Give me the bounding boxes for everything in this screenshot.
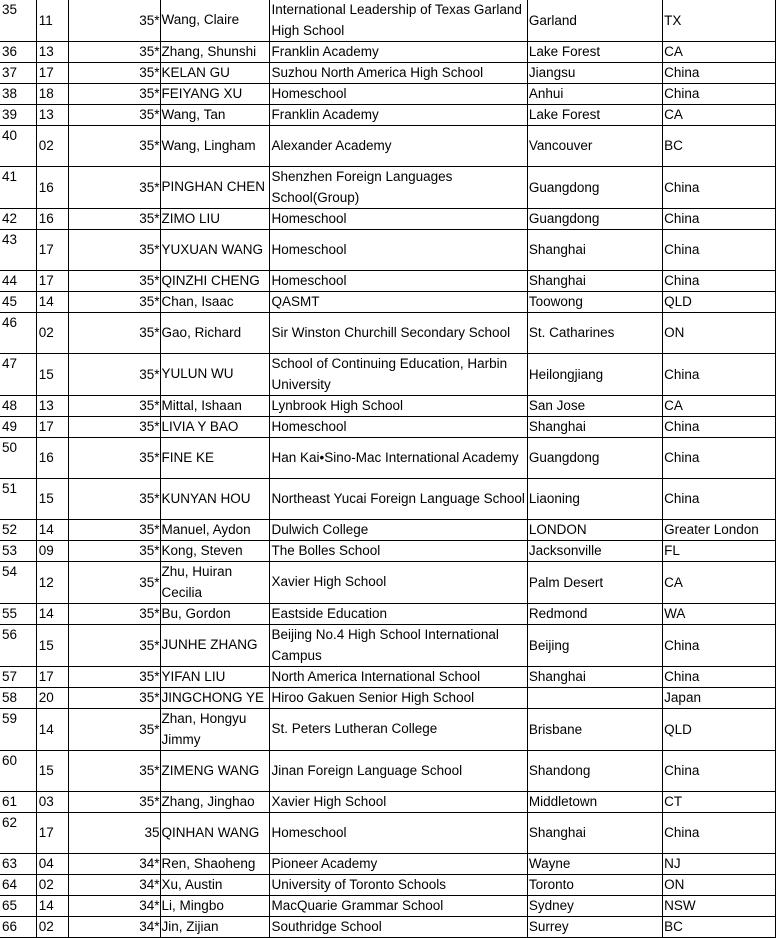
table-row <box>0 854 776 875</box>
rank-cell: 65 <box>0 896 36 917</box>
name-cell: KUNYAN HOU <box>160 479 270 520</box>
city-cell: Lake Forest <box>527 105 662 126</box>
name-cell: Bu, Gordon <box>160 604 270 625</box>
name-cell: ZIMO LIU <box>160 209 270 230</box>
rank-cell: 38 <box>0 84 36 105</box>
score-cell: 35* <box>68 396 160 417</box>
name-cell: PINGHAN CHEN <box>160 167 270 209</box>
score-cell: 35* <box>68 479 160 520</box>
region-cell: BC <box>663 126 776 167</box>
rank-cell: 64 <box>0 875 36 896</box>
name-cell: Manuel, Aydon <box>160 520 270 541</box>
score-cell: 35* <box>68 167 160 209</box>
city-cell: LONDON <box>527 520 662 541</box>
region-cell: CA <box>663 562 776 604</box>
score-cell: 35* <box>68 417 160 438</box>
grade-cell: 02 <box>36 917 68 938</box>
rank-cell: 52 <box>0 520 36 541</box>
grade-cell: 17 <box>36 667 68 688</box>
name-cell: Wang, Tan <box>160 105 270 126</box>
table-row <box>0 813 776 854</box>
city-cell: Jacksonville <box>527 541 662 562</box>
rank-cell: 66 <box>0 917 36 938</box>
grade-cell: 12 <box>36 562 68 604</box>
school-cell: Hiroo Gakuen Senior High School <box>270 688 527 709</box>
region-cell: NSW <box>663 896 776 917</box>
grade-cell: 15 <box>36 751 68 792</box>
region-cell: China <box>663 230 776 271</box>
city-cell: Shanghai <box>527 271 662 292</box>
score-cell: 35* <box>68 709 160 751</box>
school-cell: Beijing No.4 High School International Campus <box>270 625 527 667</box>
rank-cell: 47 <box>0 354 36 396</box>
score-cell: 35* <box>68 42 160 63</box>
school-cell: Eastside Education <box>270 604 527 625</box>
grade-cell: 17 <box>36 417 68 438</box>
rank-cell: 61 <box>0 792 36 813</box>
grade-cell: 02 <box>36 875 68 896</box>
rank-cell: 48 <box>0 396 36 417</box>
city-cell: Palm Desert <box>527 562 662 604</box>
city-cell: Toronto <box>527 875 662 896</box>
school-cell: Homeschool <box>270 84 527 105</box>
city-cell: Redmond <box>527 604 662 625</box>
name-cell: Zhan, Hongyu Jimmy <box>160 709 270 751</box>
grade-cell: 15 <box>36 354 68 396</box>
table-row <box>0 271 776 292</box>
grade-cell: 16 <box>36 167 68 209</box>
table-row <box>0 354 776 396</box>
city-cell: Sydney <box>527 896 662 917</box>
table-row <box>0 417 776 438</box>
region-cell: China <box>663 751 776 792</box>
city-cell: St. Catharines <box>527 313 662 354</box>
region-cell: China <box>663 209 776 230</box>
rank-cell: 46 <box>0 313 36 354</box>
score-cell: 35* <box>68 105 160 126</box>
region-cell: China <box>663 667 776 688</box>
school-cell: Suzhou North America High School <box>270 63 527 84</box>
school-cell: Homeschool <box>270 271 527 292</box>
score-cell: 35* <box>68 604 160 625</box>
rank-cell: 58 <box>0 688 36 709</box>
city-cell: Shanghai <box>527 417 662 438</box>
rank-cell: 59 <box>0 709 36 751</box>
rank-cell: 42 <box>0 209 36 230</box>
rank-cell: 49 <box>0 417 36 438</box>
name-cell: JUNHE ZHANG <box>160 625 270 667</box>
score-cell: 35* <box>68 230 160 271</box>
rank-cell: 54 <box>0 562 36 604</box>
grade-cell: 13 <box>36 105 68 126</box>
city-cell: Heilongjiang <box>527 354 662 396</box>
rank-cell: 44 <box>0 271 36 292</box>
table-row <box>0 520 776 541</box>
city-cell: San Jose <box>527 396 662 417</box>
rank-cell: 36 <box>0 42 36 63</box>
region-cell: China <box>663 271 776 292</box>
name-cell: Xu, Austin <box>160 875 270 896</box>
score-cell: 35* <box>68 84 160 105</box>
name-cell: FEIYANG XU <box>160 84 270 105</box>
rank-cell: 45 <box>0 292 36 313</box>
grade-cell: 13 <box>36 396 68 417</box>
name-cell: YUXUAN WANG <box>160 230 270 271</box>
region-cell: NJ <box>663 854 776 875</box>
table-row <box>0 230 776 271</box>
name-cell: FINE KE <box>160 438 270 479</box>
score-cell: 35* <box>68 667 160 688</box>
score-cell: 35* <box>68 688 160 709</box>
table-row <box>0 42 776 63</box>
region-cell: China <box>663 84 776 105</box>
grade-cell: 16 <box>36 438 68 479</box>
school-cell: Jinan Foreign Language School <box>270 751 527 792</box>
school-cell: Sir Winston Churchill Secondary School <box>270 313 527 354</box>
city-cell: Middletown <box>527 792 662 813</box>
school-cell: Northeast Yucai Foreign Language School <box>270 479 527 520</box>
table-row <box>0 84 776 105</box>
grade-cell: 02 <box>36 126 68 167</box>
region-cell: CA <box>663 105 776 126</box>
city-cell: Toowong <box>527 292 662 313</box>
city-cell: Shanghai <box>527 813 662 854</box>
region-cell: BC <box>663 917 776 938</box>
school-cell: Homeschool <box>270 813 527 854</box>
city-cell: Guangdong <box>527 438 662 479</box>
rank-cell: 63 <box>0 854 36 875</box>
grade-cell: 20 <box>36 688 68 709</box>
grade-cell: 14 <box>36 896 68 917</box>
name-cell: Gao, Richard <box>160 313 270 354</box>
grade-cell: 14 <box>36 604 68 625</box>
score-cell: 35* <box>68 354 160 396</box>
school-cell: International Leadership of Texas Garland High School <box>270 0 527 42</box>
name-cell: Zhu, Huiran Cecilia <box>160 562 270 604</box>
region-cell: China <box>663 417 776 438</box>
table-row <box>0 479 776 520</box>
school-cell: Alexander Academy <box>270 126 527 167</box>
school-cell: Xavier High School <box>270 562 527 604</box>
table-row <box>0 541 776 562</box>
school-cell: Xavier High School <box>270 792 527 813</box>
city-cell: Guangdong <box>527 209 662 230</box>
score-cell: 35* <box>68 792 160 813</box>
region-cell: China <box>663 479 776 520</box>
score-cell: 35* <box>68 209 160 230</box>
grade-cell: 17 <box>36 230 68 271</box>
name-cell: Mittal, Ishaan <box>160 396 270 417</box>
grade-cell: 17 <box>36 63 68 84</box>
region-cell: CT <box>663 792 776 813</box>
city-cell: Liaoning <box>527 479 662 520</box>
grade-cell: 15 <box>36 625 68 667</box>
table-row <box>0 167 776 209</box>
school-cell: St. Peters Lutheran College <box>270 709 527 751</box>
name-cell: QINZHI CHENG <box>160 271 270 292</box>
name-cell: KELAN GU <box>160 63 270 84</box>
region-cell: QLD <box>663 709 776 751</box>
table-row <box>0 292 776 313</box>
table-row <box>0 709 776 751</box>
rank-cell: 43 <box>0 230 36 271</box>
city-cell: Surrey <box>527 917 662 938</box>
city-cell: Guangdong <box>527 167 662 209</box>
name-cell: Ren, Shaoheng <box>160 854 270 875</box>
grade-cell: 14 <box>36 520 68 541</box>
table-row <box>0 917 776 938</box>
region-cell: China <box>663 354 776 396</box>
name-cell: Chan, Isaac <box>160 292 270 313</box>
score-cell: 35* <box>68 562 160 604</box>
score-cell: 35* <box>68 313 160 354</box>
grade-cell: 15 <box>36 479 68 520</box>
region-cell: Japan <box>663 688 776 709</box>
grade-cell: 09 <box>36 541 68 562</box>
name-cell: Li, Mingbo <box>160 896 270 917</box>
table-row <box>0 562 776 604</box>
region-cell: China <box>663 813 776 854</box>
region-cell: China <box>663 438 776 479</box>
region-cell: China <box>663 625 776 667</box>
score-cell: 34* <box>68 854 160 875</box>
school-cell: University of Toronto Schools <box>270 875 527 896</box>
name-cell: Zhang, Jinghao <box>160 792 270 813</box>
score-cell: 35 <box>68 813 160 854</box>
table-row <box>0 875 776 896</box>
score-cell: 35* <box>68 520 160 541</box>
city-cell: Shanghai <box>527 667 662 688</box>
grade-cell: 14 <box>36 292 68 313</box>
region-cell: Greater London <box>663 520 776 541</box>
school-cell: School of Continuing Education, Harbin University <box>270 354 527 396</box>
city-cell: Vancouver <box>527 126 662 167</box>
name-cell: YULUN WU <box>160 354 270 396</box>
rank-cell: 40 <box>0 126 36 167</box>
score-cell: 34* <box>68 896 160 917</box>
rank-cell: 55 <box>0 604 36 625</box>
region-cell: ON <box>663 875 776 896</box>
name-cell: Wang, Lingham <box>160 126 270 167</box>
region-cell: CA <box>663 42 776 63</box>
city-cell: Shanghai <box>527 230 662 271</box>
region-cell: FL <box>663 541 776 562</box>
score-cell: 34* <box>68 917 160 938</box>
grade-cell: 04 <box>36 854 68 875</box>
school-cell: Homeschool <box>270 417 527 438</box>
rank-cell: 39 <box>0 105 36 126</box>
school-cell: Homeschool <box>270 209 527 230</box>
school-cell: Franklin Academy <box>270 105 527 126</box>
city-cell: Shandong <box>527 751 662 792</box>
name-cell: Wang, Claire <box>160 0 270 42</box>
city-cell: Beijing <box>527 625 662 667</box>
region-cell: TX <box>663 0 776 42</box>
table-row <box>0 688 776 709</box>
score-cell: 35* <box>68 438 160 479</box>
score-cell: 35* <box>68 271 160 292</box>
grade-cell: 11 <box>36 0 68 42</box>
city-cell <box>527 688 662 709</box>
score-cell: 35* <box>68 63 160 84</box>
region-cell: China <box>663 167 776 209</box>
table-row <box>0 896 776 917</box>
score-cell: 35* <box>68 625 160 667</box>
school-cell: QASMT <box>270 292 527 313</box>
grade-cell: 18 <box>36 84 68 105</box>
score-cell: 35* <box>68 126 160 167</box>
city-cell: Jiangsu <box>527 63 662 84</box>
rank-cell: 41 <box>0 167 36 209</box>
region-cell: ON <box>663 313 776 354</box>
name-cell: LIVIA Y BAO <box>160 417 270 438</box>
name-cell: ZIMENG WANG <box>160 751 270 792</box>
name-cell: Jin, Zijian <box>160 917 270 938</box>
name-cell: QINHAN WANG <box>160 813 270 854</box>
school-cell: Homeschool <box>270 230 527 271</box>
table-row <box>0 396 776 417</box>
table-row <box>0 63 776 84</box>
rank-cell: 35 <box>0 0 36 42</box>
school-cell: Franklin Academy <box>270 42 527 63</box>
school-cell: Pioneer Academy <box>270 854 527 875</box>
table-row <box>0 438 776 479</box>
grade-cell: 17 <box>36 813 68 854</box>
school-cell: Han Kai•Sino-Mac International Academy <box>270 438 527 479</box>
score-cell: 34* <box>68 875 160 896</box>
rank-cell: 53 <box>0 541 36 562</box>
region-cell: WA <box>663 604 776 625</box>
table-row <box>0 751 776 792</box>
rank-cell: 37 <box>0 63 36 84</box>
table-row <box>0 126 776 167</box>
grade-cell: 17 <box>36 271 68 292</box>
name-cell: Zhang, Shunshi <box>160 42 270 63</box>
city-cell: Lake Forest <box>527 42 662 63</box>
school-cell: Southridge School <box>270 917 527 938</box>
score-cell: 35* <box>68 0 160 42</box>
region-cell: QLD <box>663 292 776 313</box>
region-cell: China <box>663 63 776 84</box>
grade-cell: 16 <box>36 209 68 230</box>
name-cell: Kong, Steven <box>160 541 270 562</box>
score-cell: 35* <box>68 541 160 562</box>
table-row <box>0 792 776 813</box>
table-row <box>0 313 776 354</box>
table-row <box>0 667 776 688</box>
grade-cell: 02 <box>36 313 68 354</box>
school-cell: North America International School <box>270 667 527 688</box>
grade-cell: 13 <box>36 42 68 63</box>
score-cell: 35* <box>68 751 160 792</box>
table-row <box>0 625 776 667</box>
school-cell: The Bolles School <box>270 541 527 562</box>
school-cell: Shenzhen Foreign Languages School(Group) <box>270 167 527 209</box>
region-cell: CA <box>663 396 776 417</box>
city-cell: Brisbane <box>527 709 662 751</box>
rank-cell: 50 <box>0 438 36 479</box>
city-cell: Garland <box>527 0 662 42</box>
rank-cell: 57 <box>0 667 36 688</box>
name-cell: JINGCHONG YE <box>160 688 270 709</box>
table-row <box>0 604 776 625</box>
table-row <box>0 0 776 42</box>
rank-cell: 60 <box>0 751 36 792</box>
name-cell: YIFAN LIU <box>160 667 270 688</box>
rank-cell: 51 <box>0 479 36 520</box>
grade-cell: 14 <box>36 709 68 751</box>
school-cell: Dulwich College <box>270 520 527 541</box>
score-cell: 35* <box>68 292 160 313</box>
city-cell: Anhui <box>527 84 662 105</box>
school-cell: Lynbrook High School <box>270 396 527 417</box>
grade-cell: 03 <box>36 792 68 813</box>
school-cell: MacQuarie Grammar School <box>270 896 527 917</box>
table-row <box>0 209 776 230</box>
city-cell: Wayne <box>527 854 662 875</box>
table-row <box>0 105 776 126</box>
rank-cell: 56 <box>0 625 36 667</box>
rank-cell: 62 <box>0 813 36 854</box>
